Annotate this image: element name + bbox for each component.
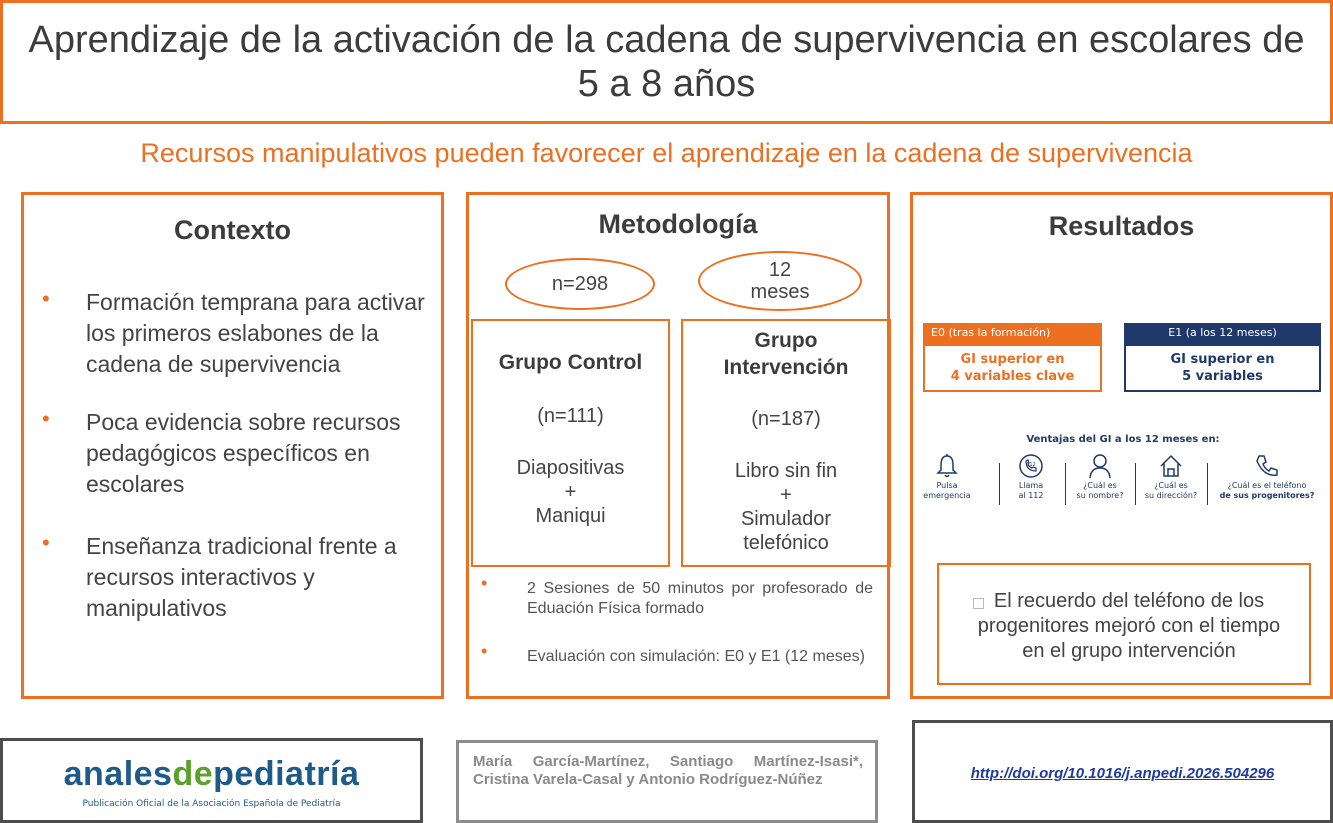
page-title: Aprendizaje de la activación de la cadena de supervivencia en escolares de 5 a 8 años <box>28 19 1305 105</box>
doi-link[interactable]: http://doi.org/10.1016/j.anpedi.2026.504296 <box>970 765 1275 782</box>
bullet-dot-icon: • <box>42 286 50 311</box>
advantage-item <box>1067 453 1133 501</box>
duration-number: 12 <box>768 259 792 281</box>
intervention-resource: telefónico <box>743 532 829 554</box>
svg-text:112: 112 <box>1026 462 1036 468</box>
method-bullet-text: 2 Sesiones de 50 minutos por profesorado de Eduación Física formado <box>527 580 873 617</box>
authors-box <box>456 740 878 823</box>
duration-ellipse <box>698 251 862 311</box>
advantage-label: Llama <box>1018 481 1044 490</box>
e0-result-line: 4 variables clave <box>950 369 1075 384</box>
bullet-dot-icon: • <box>42 530 50 555</box>
advantage-label: su nombre? <box>1076 491 1124 500</box>
e0-result-box <box>923 344 1102 392</box>
advantage-item <box>1137 453 1205 501</box>
checkbox-icon <box>973 598 984 609</box>
control-group-title: Grupo Control <box>498 351 643 374</box>
intervention-group-title: Grupo <box>754 329 818 352</box>
contexto-heading: Contexto <box>174 215 291 245</box>
contexto-panel <box>21 192 444 699</box>
method-bullet-text: Evaluación con simulación: E0 y E1 (12 meses) <box>527 648 865 665</box>
bullet-dot-icon: • <box>42 406 50 431</box>
bullet-dot-icon: • <box>481 641 488 661</box>
subtitle: Recursos manipulativos pueden favorecer el aprendizaje en la cadena de supervivencia <box>140 138 1193 168</box>
advantage-item <box>1211 453 1323 501</box>
logo-word-de: de <box>172 755 214 793</box>
bell-icon <box>935 453 959 479</box>
metodologia-heading: Metodología <box>598 209 758 239</box>
authors: María García-Martínez, Santiago Martínez-Isasi*, Cristina Varela-Casal y Antonio Rodríguez-Núñez <box>473 753 863 788</box>
journal-logo <box>3 755 420 794</box>
advantage-label: Pulsa <box>936 481 958 490</box>
metodologia-panel <box>466 192 890 699</box>
e0-result-line: GI superior en <box>960 352 1065 367</box>
advantage-label: ¿Cuál es el teléfono <box>1227 481 1307 490</box>
advantage-label: ¿Cuál es <box>1154 481 1188 490</box>
control-group-resource: Maniqui <box>535 505 606 527</box>
intervention-resource: Libro sin fin <box>734 460 838 482</box>
e1-tag: E1 (a los 12 meses) <box>1124 323 1321 344</box>
duration-unit: meses <box>750 281 810 303</box>
advantage-item <box>917 453 977 501</box>
intervention-plus: + <box>780 484 792 506</box>
intervention-group-n: (n=187) <box>751 408 821 430</box>
conclusion-box <box>937 563 1311 685</box>
journal-subtitle: Publicación Oficial de la Asociación Española de Pediatría <box>82 799 341 809</box>
advantage-label: emergencia <box>923 491 971 500</box>
bullet-dot-icon: • <box>481 573 488 593</box>
doi-box <box>912 720 1333 823</box>
intervention-resource: Simulador <box>740 508 832 530</box>
control-group-n: (n=111) <box>537 405 604 427</box>
e1-result-line: 5 variables <box>1182 369 1263 384</box>
e1-result-line: GI superior en <box>1170 352 1275 367</box>
phone-icon <box>1254 453 1280 479</box>
resultados-heading: Resultados <box>1048 211 1195 241</box>
advantage-label: de sus progenitores? <box>1219 491 1315 500</box>
house-icon <box>1158 453 1184 479</box>
advantages-title: Ventajas del GI a los 12 meses en: <box>1026 434 1220 445</box>
logo-word-pediatria: pediatría <box>213 755 360 793</box>
divider <box>999 463 1000 505</box>
journal-logo-box <box>0 738 423 823</box>
method-bullet <box>481 573 873 619</box>
advantage-label: ¿Cuál es <box>1083 481 1117 490</box>
e0-tag: E0 (tras la formación) <box>923 323 1102 344</box>
advantage-label: su dirección? <box>1144 491 1198 500</box>
contexto-bullet-text: Poca evidencia sobre recursos pedagógicos específicos en escolares <box>86 409 401 497</box>
contexto-bullet-text: Enseñanza tradicional frente a recursos interactivos y manipulativos <box>86 533 397 621</box>
resultados-panel <box>910 192 1333 699</box>
logo-word-anales: anales <box>63 755 173 793</box>
method-bullet <box>481 641 873 667</box>
advantage-label: al 112 <box>1018 491 1044 500</box>
phone-112-icon <box>1018 453 1044 479</box>
intervention-group-box <box>681 319 891 567</box>
control-group-resource: Diapositivas <box>516 457 625 479</box>
title-box <box>0 0 1333 124</box>
person-icon <box>1088 453 1112 479</box>
sample-size: n=298 <box>551 273 609 295</box>
contexto-bullet-text: Formación temprana para activar los primeros eslabones de la cadena de supervivencia <box>86 289 425 377</box>
divider <box>1207 463 1208 505</box>
control-plus: + <box>564 481 577 503</box>
e1-result-box <box>1124 344 1321 392</box>
sample-size-ellipse <box>505 258 655 310</box>
conclusion-text: El recuerdo del teléfono de los progenitores mejoró con el tiempo en el grupo intervención <box>977 590 1281 662</box>
intervention-group-title: Intervención <box>723 356 849 379</box>
control-group-box <box>471 319 670 567</box>
divider <box>1065 463 1066 505</box>
advantage-item <box>1005 453 1057 501</box>
divider <box>1135 463 1136 505</box>
